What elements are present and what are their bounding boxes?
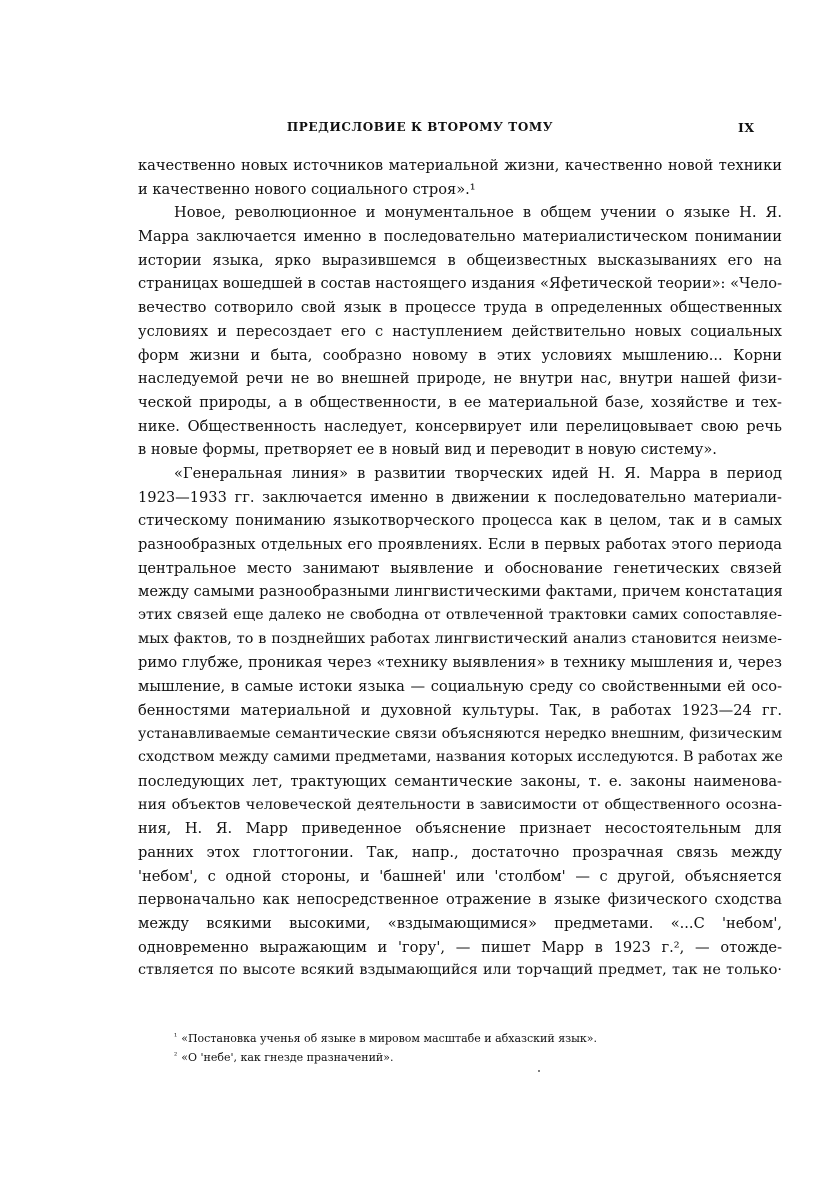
text-line: ния объектов человеческой деятельности в зависимости от общественного осозна- — [138, 796, 782, 813]
text-line: Марра заключается именно в последовательно материалистическом понимании — [138, 228, 782, 246]
text-line: в новые формы, претворяет ее в новый вид и переводит в новую систему». — [138, 441, 717, 459]
text-line: сходством между самими предметами, названия которых исследуются. В работах же — [138, 749, 783, 766]
text-line: разнообразных отдельных его проявлениях. Если в первых работах этого периода — [138, 536, 782, 553]
text-line: условиях и пересоздает его с наступлением действительно новых социальных — [138, 322, 782, 340]
text-line: нике. Общественность наследует, консервирует или перелицовывает свою речь — [138, 417, 782, 435]
footnote-text: «О 'небе', как гнезде празначений». — [181, 1051, 394, 1064]
footnote-2 — [174, 1046, 734, 1065]
page-number: IX — [738, 120, 755, 135]
footnotes — [174, 1027, 734, 1065]
text-line: страницах вошедшей в состав настоящего издания «Яфетической теории»: «Чело- — [138, 275, 782, 293]
text-line: устанавливаемые семантические связи объясняются нередко внешним, физическим — [138, 725, 782, 742]
text-line: ранних этох глоттогонии. Так, напр., достаточно прозрачная связь между — [138, 843, 782, 861]
text-line: мышление, в самые истоки языка — социальную среду со свойственными ей осо- — [138, 678, 782, 696]
text-line: последующих лет, трактующих семантические законы, т. е. законы наименова- — [138, 772, 782, 790]
text-line: 1923—1933 гг. заключается именно в движении к последовательно материали- — [138, 488, 782, 506]
text-line: истории языка, ярко выразившемся в общеизвестных высказываниях его на — [138, 251, 782, 269]
footnote-mark: ² — [174, 1051, 178, 1060]
text-line: центральное место занимают выявление и обоснование генетических связей — [138, 559, 782, 577]
text-line: ствляется по высоте всякий вздымающийся или торчащий предмет, так не только· — [138, 962, 782, 979]
text-line: 'небом', с одной стороны, и 'башней' или 'столбом' — с другой, объясняется — [138, 867, 782, 885]
text-line: и качественно нового социального строя».¹ — [138, 180, 476, 198]
print-speck — [538, 1070, 540, 1072]
text-line: этих связей еще далеко не свободна от отвлеченной трактовки самих сопоставляе- — [138, 607, 782, 624]
text-line: между самыми разнообразными лингвистическими фактами, причем констатация — [138, 583, 783, 601]
text-line: вечество сотворило свой язык в процессе труда в определенных общественных — [138, 299, 782, 317]
footnote-1 — [174, 1027, 734, 1046]
text-line: первоначально как непосредственное отражение в языке физического сходства — [138, 891, 782, 909]
text-line: ческой природы, а в общественности, в ее материальной базе, хозяйстве и тех- — [138, 393, 782, 411]
running-title: ПРЕДИСЛОВИЕ К ВТОРОМУ ТОМУ — [286, 120, 554, 134]
text-line: одновременно выражающим и 'гору', — пишет Марр в 1923 г.², — отожде- — [138, 938, 782, 956]
paragraph-start-line: Новое, революционное и монументальное в общем учении о языке Н. Я. — [174, 204, 782, 222]
text-line: бенностями материальной и духовной культуры. Так, в работах 1923—24 гг. — [138, 701, 782, 719]
text-line: качественно новых источников материальной жизни, качественно новой техники — [138, 157, 782, 174]
body-text — [138, 154, 782, 983]
footnote-mark: ¹ — [174, 1032, 178, 1041]
footnote-text: «Постановка ученья об языке в мировом масштабе и абхазский язык». — [181, 1032, 598, 1045]
text-line: римо глубже, проникая через «технику выявления» в технику мышления и, через — [138, 654, 782, 672]
text-line: стическому пониманию языкотворческого процесса как в целом, так и в самых — [138, 512, 782, 530]
paragraph-start-line: «Генеральная линия» в развитии творческих идей Н. Я. Марра в период — [174, 464, 782, 482]
running-head — [0, 120, 840, 140]
text-line: наследуемой речи не во внешней природе, не внутри нас, внутри нашей физи- — [138, 370, 782, 388]
text-line: между всякими высокими, «вздымающимися» предметами. «...С 'небом', — [138, 915, 782, 932]
text-line: ния, Н. Я. Марр приведенное объяснение признает несостоятельным для — [138, 820, 782, 838]
text-line: форм жизни и быта, сообразно новому в этих условиях мышлению... Корни — [138, 346, 782, 364]
text-line: мых фактов, то в позднейших работах лингвистический анализ становится неизме- — [138, 630, 782, 647]
